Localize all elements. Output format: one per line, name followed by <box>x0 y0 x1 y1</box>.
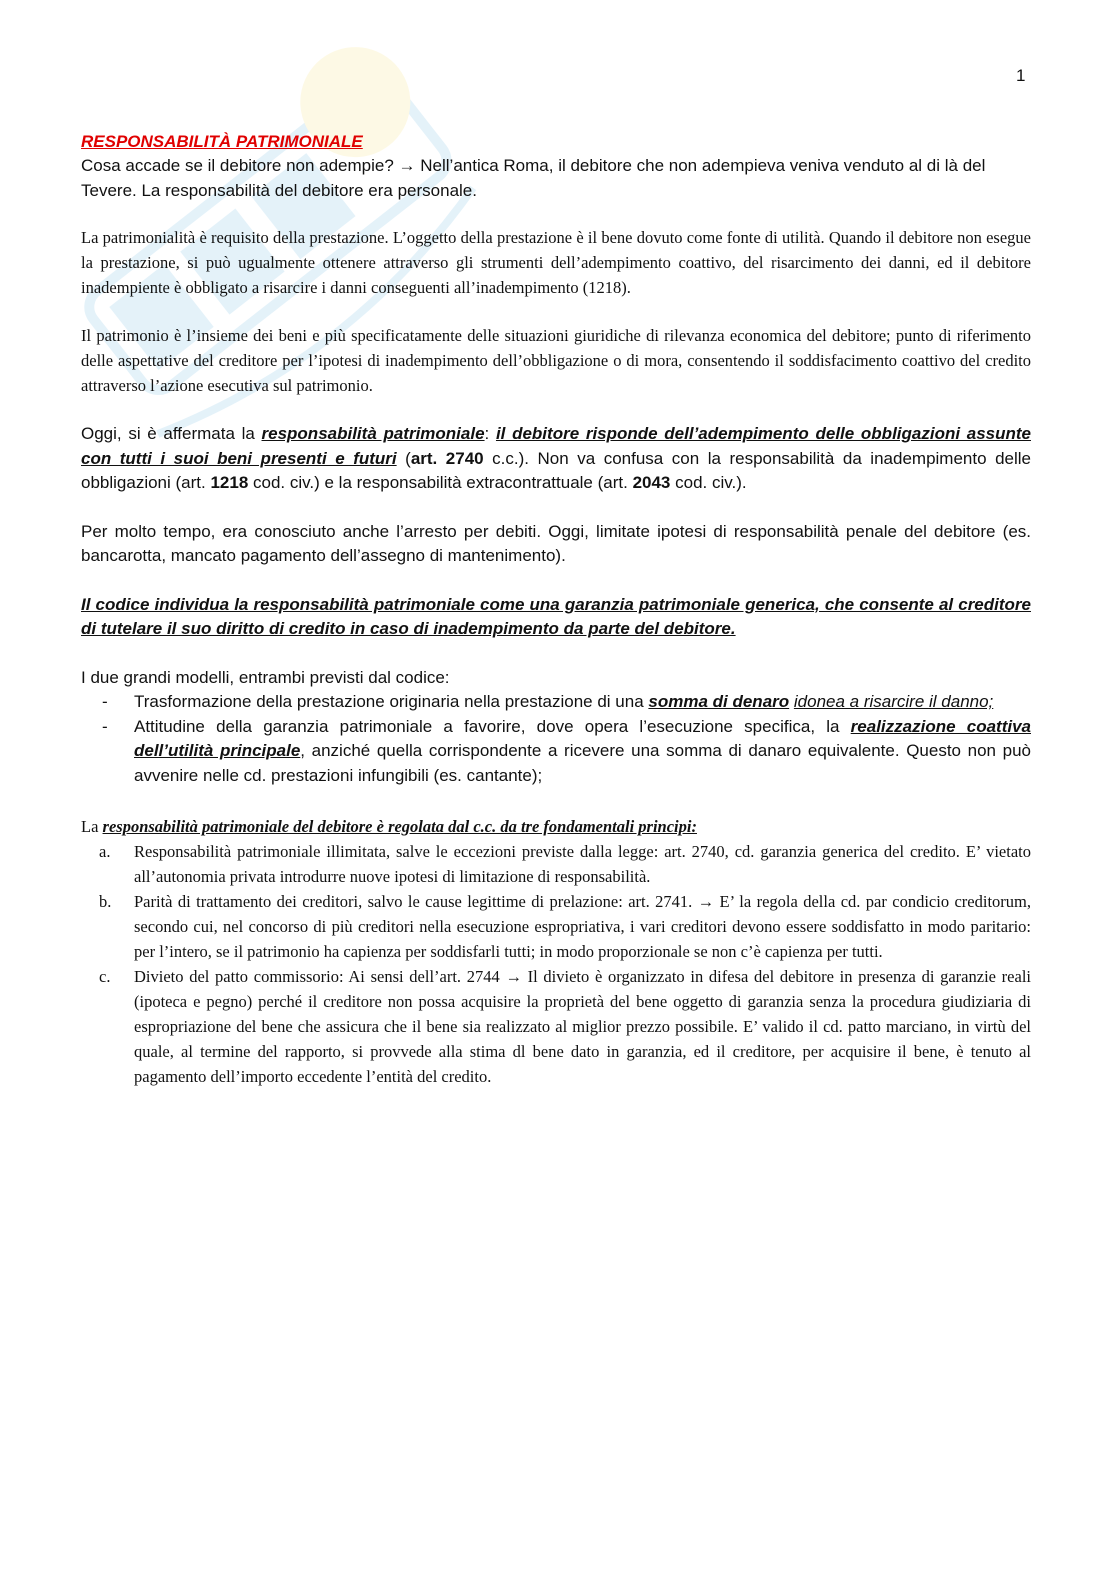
principi-list <box>81 839 1031 1089</box>
document-body <box>81 130 1031 1089</box>
oggi-paragraph: Oggi, si è affermata la responsabilità patrimoniale: il debitore risponde dell’adempimento delle obbligazioni assunte con tutti i suoi beni presenti e futuri (art. 2740 c.c.). Non va confusa con la responsabilità da inadempimento delle obbligazioni (art. 1218 cod. civ.) e la responsabilità extracontrattuale (art. 2043 cod. civ.). <box>81 424 1031 492</box>
document-title: RESPONSABILITÀ PATRIMONIALE <box>81 132 363 151</box>
codice-paragraph: Il codice individua la responsabilità patrimoniale come una garanzia patrimoniale generica, che consente al creditore di tutelare il suo diritto di credito in caso di inadempimento da parte del debitore. <box>81 594 1031 638</box>
list-item: - Trasformazione della prestazione originaria nella prestazione di una somma di denaro idonea a risarcire il danno; <box>81 690 1031 715</box>
patrimonialita-paragraph: La patrimonialità è requisito della prestazione. L’oggetto della prestazione è il bene dovuto come fonte di utilità. Quando il debitore non esegue la prestazione, si può ugualmente ottenere attraverso gli strumenti dell’adempimento coattivo, del risarcimento dei danni, ed il debitore inadempiente è obbligato a risarcire i danni conseguenti all’inadempimento (1218). <box>81 228 1031 297</box>
intro-paragraph: Cosa accade se il debitore non adempie? → Nell’antica Roma, il debitore che non adempieva veniva venduto al di là del Tevere. La responsabilità del debitore era personale. <box>81 156 986 200</box>
modelli-intro: I due grandi modelli, entrambi previsti dal codice: <box>81 667 450 687</box>
page-number: 1 <box>1016 66 1026 85</box>
principi-heading: La responsabilità patrimoniale del debitore è regolata dal c.c. da tre fondamentali principi: <box>81 817 697 836</box>
modelli-list <box>81 690 1031 788</box>
patrimonio-paragraph: Il patrimonio è l’insieme dei beni e più specificatamente delle situazioni giuridiche di rilevanza economica del debitore; punto di riferimento delle aspettative del creditore per l’ipotesi di inadempimento dell’obbligazione o di mora, consentendo il soddisfacimento coattivo del credito attraverso l’azione esecutiva sul patrimonio. <box>81 326 1031 395</box>
list-item: c. Divieto del patto commissorio: Ai sensi dell’art. 2744 → Il divieto è organizzato in difesa del debitore in presenza di garanzie reali (ipoteca e pegno) perché il creditore non possa acquisire la proprietà del bene oggetto di garanzia senza la procedura giudiziaria di espropriazione del bene che assicura che il bene sia realizzato al miglior prezzo possibile. E’ valido il cd. patto marciano, in virtù del quale, al termine del rapporto, si provvede alla stima dl bene dato in garanzia, ed il creditore, per acquisire il bene, è tenuto al pagamento dell’importo eccedente l’entità del credito. <box>99 967 1031 1086</box>
list-item: b. Parità di trattamento dei creditori, salvo le cause legittime di prelazione: art. 2741. → E’ la regola della cd. par condicio creditorum, secondo cui, nel concorso di più creditori nella esecuzione espropriativa, i vari creditori devono essere soddisfatto in modo paritario: per l’intero, se il patrimonio ha capienza per soddisfarli tutti; in modo proporzionale se non c’è capienza per tutti. <box>99 892 1031 961</box>
arresto-paragraph: Per molto tempo, era conosciuto anche l’arresto per debiti. Oggi, limitate ipotesi di responsabilità penale del debitore (es. bancarotta, mancato pagamento dell’assegno di mantenimento). <box>81 521 1031 565</box>
list-item: a. Responsabilità patrimoniale illimitata, salve le eccezioni previste dalla legge: art. 2740, cd. garanzia generica del credito. E’ vietato all’autonomia privata introdurre nuove ipotesi di limitazione di responsabilità. <box>99 842 1031 886</box>
list-item: - Attitudine della garanzia patrimoniale a favorire, dove opera l’esecuzione specifica, la realizzazione coattiva dell’utilità principale, anziché quella corrispondente a ricevere una somma di danaro equivalente. Questo non può avvenire nelle cd. prestazioni infungibili (es. cantante); <box>81 715 1031 789</box>
